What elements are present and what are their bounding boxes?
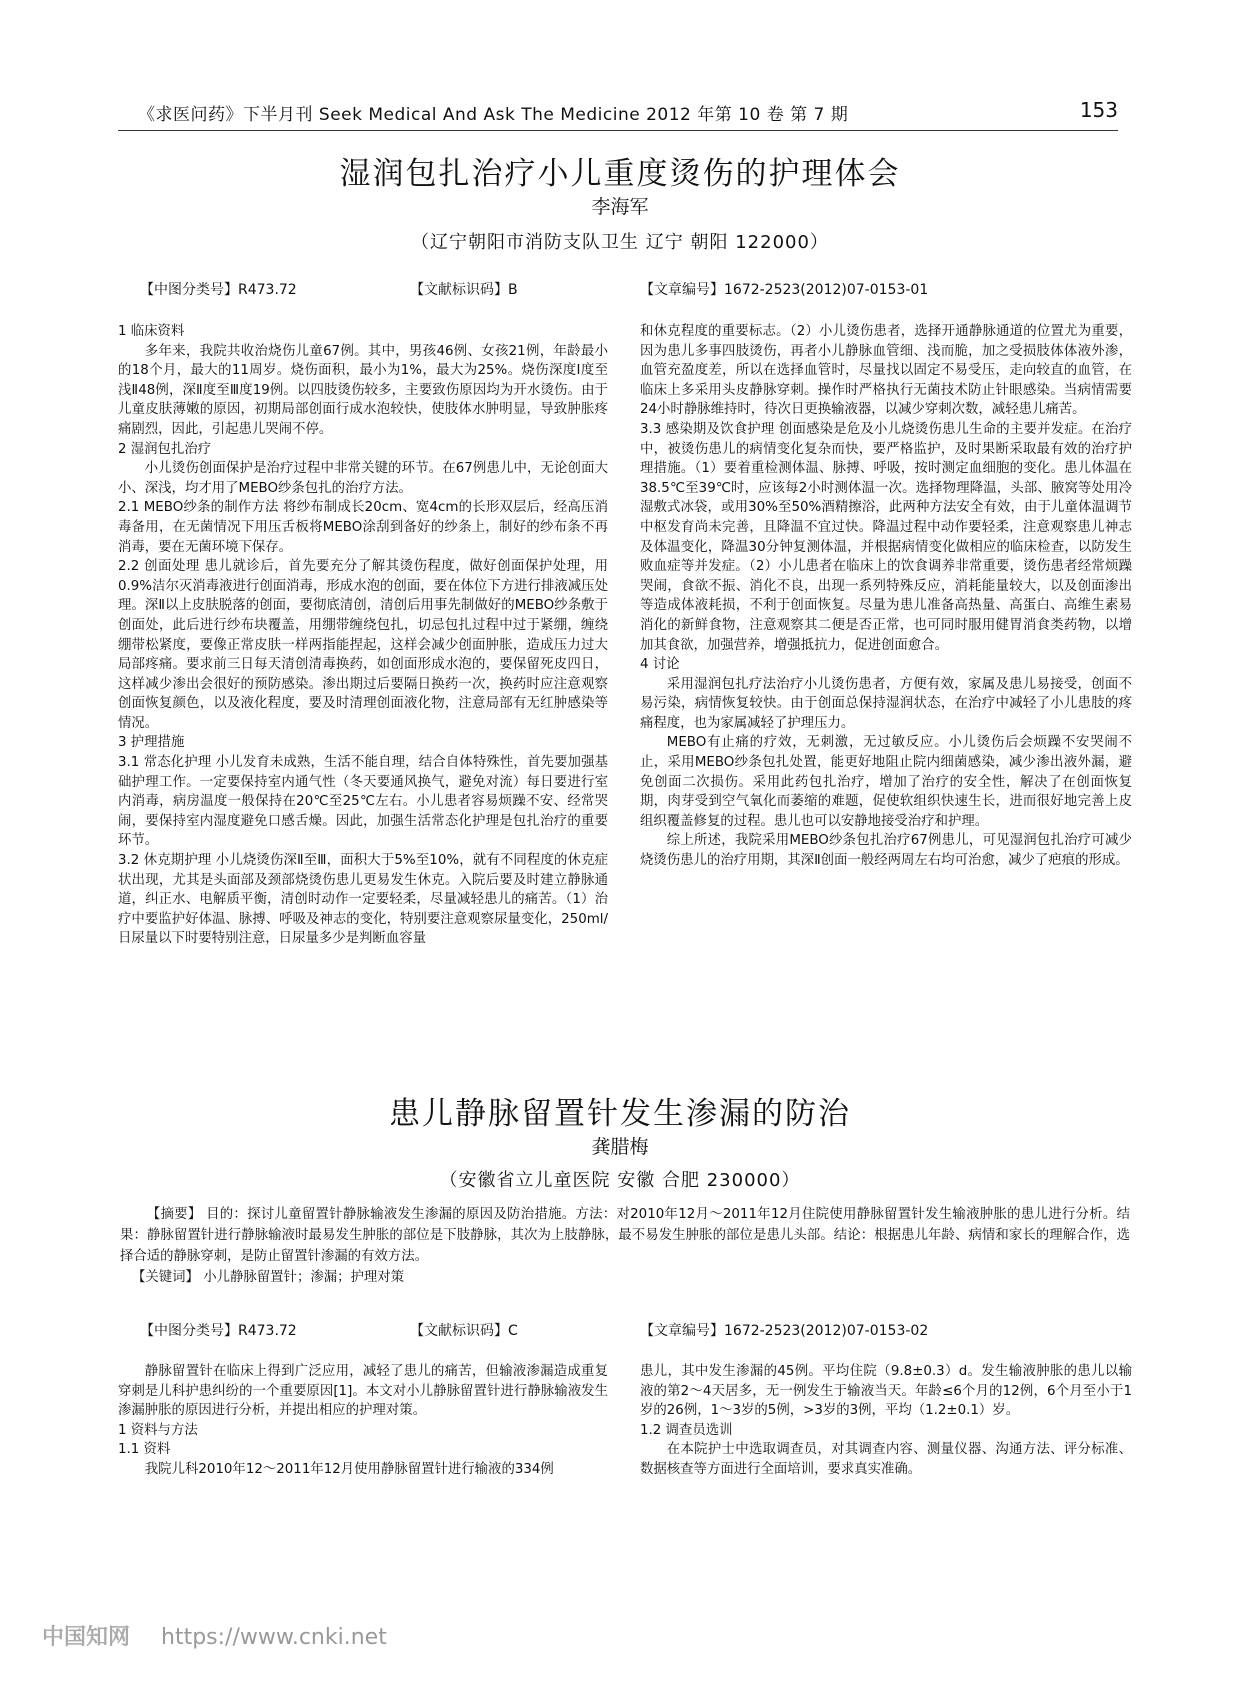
section-paragraph: 2 湿润包扎治疗	[118, 441, 212, 457]
page-number: 153	[1079, 98, 1118, 122]
section-paragraph: 和休克程度的重要标志。（2）小儿烫伤患者，选择开通静脉通道的位置尤为重要，因为患儿多事四肢烫伤，再者小儿静脉血管细、浅而脆，加之受损肢体体液外渗，血管充盈度差，所以在选择血管时，尽量找以固定不易受压，走向较直的血管，在临床上多采用头皮静脉穿刺。操作时严格执行无菌技术防止针眼感染。当病情需要24小时静脉维持时，待次日更换输液器，以减少穿刺次数，减轻患儿痛苦。	[640, 324, 1132, 418]
clc-code: 【中图分类号】R473.72	[140, 1323, 297, 1339]
section-paragraph: 3.2 休克期护理 小儿烧烫伤深Ⅱ至Ⅲ，面积大于5%至10%，就有不同程度的休克症状出现，尤其是头面部及颈部烧烫伤患儿更易发生休克。入院后要及时建立静脉通道，纠正水、电解质平衡，清创时动作一定要轻柔，尽量减轻患儿的痛苦。（1）治疗中要监护好体温、脉搏、呼吸及神志的变化，特别要注意观察尿量变化，250ml/日尿量以下时要特别注意，日尿量多少是判断血容量	[118, 853, 608, 947]
article1-right-column	[640, 322, 1132, 871]
watermark-url: https://www.cnki.net	[161, 1625, 387, 1650]
article2-title: 患儿静脉留置针发生渗漏的防治	[389, 1096, 851, 1132]
section-paragraph: 3.1 常态化护理 小儿发育未成熟，生活不能自理，结合自体特殊性，首先要加强基础护理工作。一定要保持室内通气性（冬天要通风换气，避免对流）每日要进行室内消毒，病房温度一般保持在20℃至25℃左右。小儿患者容易烦躁不安、经常哭闹，要保持室内湿度避免口感舌燥。因此，加强生活常态化护理是包扎治疗的重要环节。	[118, 755, 608, 849]
section-paragraph: 1 临床资料	[118, 324, 185, 339]
article2-affiliation: （安徽省立儿童医院 安徽 合肥 230000）	[439, 1170, 801, 1191]
section-paragraph: 3.3 感染期及饮食护理 创面感染是危及小儿烧烫伤患儿生命的主要并发症。在治疗中，被烫伤患儿的病情变化复杂而快，要严格监护，及时果断采取最有效的治疗护理措施。（1）要着重检测体温、脉搏、呼吸，按时测定血细胞的变化。患儿体温在38.5℃至39℃时，应该每2小时测体温一次。选择物理降温，头部、腋窝等处用冷湿敷式冰袋，或用30%至50%酒精擦浴，此两种方法安全有效，由于儿童体温调节中枢发育尚未完善，且降温不宜过快。降温过程中动作要轻柔，注意观察患儿神志及体温变化，降温30分钟复测体温，并根据病情变化做相应的临床检查，以防发生败血症等并发症。（2）小儿患者在临床上的饮食调养非常重要，烫伤患者经常烦躁哭闹，食欲不振、消化不良，出现一系列特殊反应，消耗能量较大，以及创面渗出等造成体液耗损，不利于创面恢复。尽量为患儿准备高热量、高蛋白、高维生素易消化的新鲜食物，注意观察其二便是否正常，也可同时服用健胃消食类药物，以增加其食欲，加强营养，增强抵抗力，促进创面愈合。	[640, 421, 1132, 653]
body-paragraph: 静脉留置针在临床上得到广泛应用，减轻了患儿的痛苦，但输液渗漏造成重复穿刺是儿科护患纠纷的一个重要原因[1]。本文对小儿静脉留置针进行静脉输液发生渗漏肿胀的原因进行分析，并提出相应的护理对策。	[118, 1364, 608, 1419]
article2-right-column	[640, 1362, 1132, 1480]
clc-code: 【中图分类号】R473.72	[140, 282, 297, 298]
article1-meta	[140, 279, 1100, 301]
document-code: 【文献标识码】C	[410, 1323, 518, 1339]
article1-author: 李海军	[591, 196, 649, 218]
body-paragraph: 综上所述，我院采用MEBO纱条包扎治疗67例患儿，可见湿润包扎治疗可减少烧烫伤患儿的治疗用期，其深Ⅱ创面一般经两周左右均可治愈，减少了疤痕的形成。	[640, 833, 1132, 869]
body-paragraph: 多年来，我院共收治烧伤儿童67例。其中，男孩46例、女孩21例，年龄最小的18个月，最大的11周岁。烧伤面积，最小为1%，最大为25%。烧伤深度Ⅰ度至浅Ⅱ48例，深Ⅱ度至Ⅲ度19例。以四肢烫伤较多，主要致伤原因均为开水烫伤。由于儿童皮肤薄嫩的原因，初期局部创面行成水泡较快，使肢体水肿明显，导致肿胀疼痛剧烈，因此，引起患儿哭闹不停。	[118, 343, 608, 437]
keywords: 【关键词】 小儿静脉留置针；渗漏；护理对策	[132, 1270, 405, 1285]
body-paragraph: 采用湿润包扎疗法治疗小儿烫伤患者，方便有效，家属及患儿易接受，创面不易污染，病情恢复较快。由于创面总保持湿润状态，在治疗中减轻了小儿患肢的疼痛程度，也为家属减轻了护理压力。	[640, 676, 1132, 731]
section-paragraph: 3 护理措施	[118, 735, 185, 751]
section-paragraph: 2.2 创面处理 患儿就诊后，首先要充分了解其烫伤程度，做好创面保护处理，用0.9%洁尔灭消毒液进行创面消毒，形成水泡的创面，要在体位下方进行排液减压处理。深Ⅱ以上皮肤脱落的创面，要彻底清创，清创后用事先制做好的MEBO纱条敷于创面处，此后进行纱布块覆盖，用绷带缠绕包扎，切忌包扎过程中过于紧绷，缠绕绷带松紧度，要像正常皮肤一样两指能捏起，这样会减少创面肿胀，造成压力过大局部疼痛。要求前三日每天清创清毒换药，如创面形成水泡的，要保留死皮四日，这样减少渗出会很好的预防感染。渗出期过后要隔日换药一次，换药时应注意观察创面恢复颜色，以及液化程度，要及时清理创面液化物，注意局部有无红肿感染等情况。	[118, 559, 608, 731]
document-code: 【文献标识码】B	[410, 282, 518, 298]
body-paragraph: 在本院护士中选取调查员，对其调查内容、测量仪器、沟通方法、评分标准、数据核查等方面进行全面培训，要求真实准确。	[640, 1442, 1132, 1477]
section-paragraph: 1.2 调查员选训	[640, 1422, 733, 1438]
watermark-brand: 中国知网	[42, 1625, 131, 1650]
body-paragraph: 小儿烫伤创面保护是治疗过程中非常关键的环节。在67例患儿中，无论创面大小、深浅，均才用了MEBO纱条包扎的治疗方法。	[118, 461, 608, 496]
article2-meta	[140, 1320, 1100, 1342]
article-number: 【文章编号】1672-2523(2012)07-0153-01	[640, 282, 929, 298]
article-number: 【文章编号】1672-2523(2012)07-0153-02	[640, 1323, 929, 1339]
journal-name: 《求医问药》下半月刊 Seek Medical And Ask The Medicine 2012 年第 10 卷 第 7 期	[138, 105, 849, 125]
article1-affiliation: （辽宁朝阳市消防支队卫生 辽宁 朝阳 122000）	[411, 232, 829, 253]
section-paragraph: 患儿，其中发生渗漏的45例。平均住院（9.8±0.3）d。发生输液肿胀的患儿以输液的第2～4天居多，无一例发生于输液当天。年龄≤6个月的12例，6个月至小于1岁的26例，1～3岁的5例，>3岁的3例，平均（1.2±0.1）岁。	[640, 1364, 1132, 1419]
section-paragraph: 1.1 资料	[118, 1442, 171, 1458]
article2-left-column	[118, 1362, 608, 1480]
section-paragraph: 1 资料与方法	[118, 1422, 198, 1438]
section-paragraph: 4 讨论	[640, 657, 680, 673]
body-paragraph: MEBO有止痛的疗效，无刺激，无过敏反应。小儿烫伤后会烦躁不安哭闹不止，采用MEBO纱条包扎处置，能更好地阻止院内细菌感染，减少渗出液外漏，避免创面二次损伤。采用此药包扎治疗，增加了治疗的安全性，解决了在创面恢复期，肉芽受到空气氧化而萎缩的难题，促使软组织快速生长，进而很好地完善上皮组织覆盖修复的过程。患儿也可以安静地接受治疗和护理。	[640, 735, 1132, 829]
article2-abstract-block	[120, 1204, 1130, 1288]
body-paragraph: 我院儿科2010年12～2011年12月使用静脉留置针进行输液的334例	[144, 1461, 554, 1477]
article2-author: 龚腊梅	[591, 1136, 649, 1158]
cnki-watermark	[42, 1620, 387, 1651]
section-paragraph: 2.1 MEBO纱条的制作方法 将纱布制成长20cm、宽4cm的长形双层后，经高压消毒备用，在无菌情况下用压舌板将MEBO涂刮到备好的纱条上，制好的纱布条不再消毒，要在无菌环境下保存。	[118, 500, 608, 555]
running-header	[118, 100, 1118, 131]
article1-title: 湿润包扎治疗小儿重度烫伤的护理体会	[339, 156, 901, 192]
article1-left-column	[118, 322, 608, 949]
abstract: 【摘要】 目的：探讨儿童留置针静脉输液发生渗漏的原因及防治措施。方法：对2010年12月～2011年12月住院使用静脉留置针发生输液肿胀的患儿进行分析。结果：静脉留置针进行静脉输液时最易发生肿胀的部位是下肢静脉，其次为上肢静脉，最不易发生肿胀的部位是患儿头部。结论：根据患儿年龄、病情和家长的理解合作，选择合适的静脉穿刺，是防止留置针渗漏的有效方法。	[120, 1207, 1130, 1264]
